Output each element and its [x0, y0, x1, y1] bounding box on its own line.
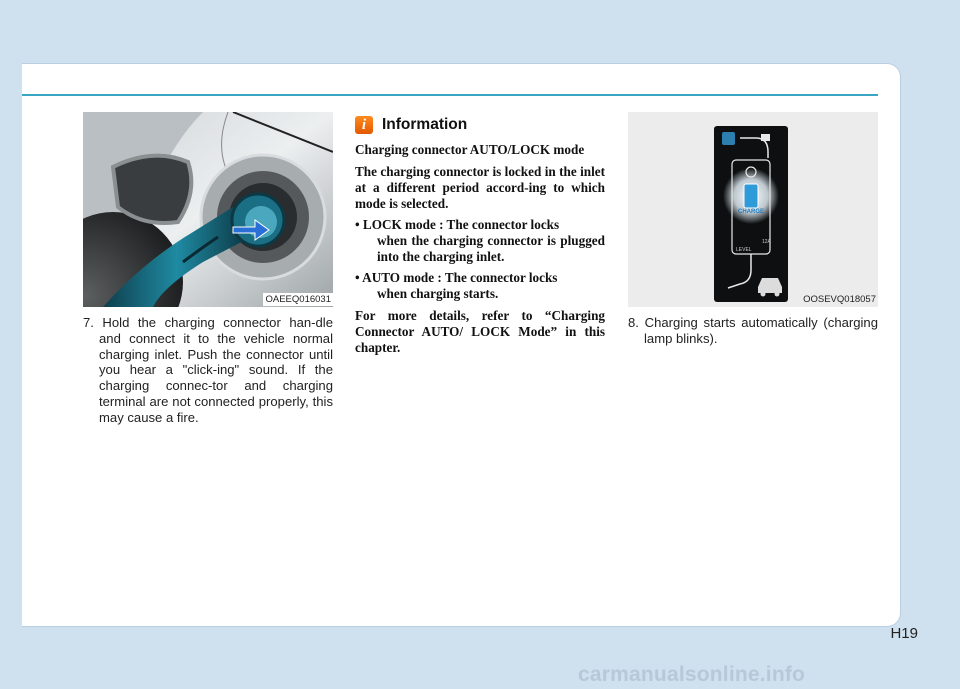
lock-mode-item [355, 217, 605, 265]
information-box [355, 112, 605, 356]
right-column [628, 112, 878, 347]
header-rule [22, 94, 878, 96]
charging-connector-photo [83, 112, 333, 307]
auto-mode-lead: • AUTO mode : The connector locks [355, 270, 558, 285]
charging-inlet-illustration [83, 112, 333, 307]
watermark: carmanualsonline.info [578, 663, 806, 686]
amps-label: 12A [762, 239, 771, 245]
information-body [355, 142, 605, 356]
auto-mode-detail: when charging starts. [377, 286, 499, 301]
lock-mode-lead: • LOCK mode : The connector locks [355, 217, 560, 232]
step-8-text: 8. Charging starts automatically (charging lamp blinks). [628, 315, 878, 346]
details-reference: For more details, refer to “Charging Connector AUTO/ LOCK Mode” in this chapter. [355, 308, 605, 355]
information-title: Information [382, 116, 468, 133]
intro-paragraph: The charging connector is locked in the inlet at a different period accord-ing to which mode is selected. [355, 164, 605, 211]
lock-mode-detail: when the charging connector is plugged into the charging inlet. [377, 233, 605, 264]
page-number: H19 [890, 625, 918, 642]
figure-code: OOSEVQ018057 [800, 293, 878, 306]
left-column [83, 112, 333, 426]
charging-indicator-figure [628, 112, 878, 307]
figure-code: OAEEQ016031 [263, 293, 334, 306]
information-icon: i [355, 116, 373, 134]
charge-label: CHARGE [737, 209, 765, 215]
step-7-text: 7. Hold the charging connector han-dle and connect it to the vehicle normal charging inlet. Push the connector until you hear a "click-ing" sound. If the charging connec-tor and charging terminal are not connected properly, this may cause a fire. [83, 315, 333, 425]
information-header [355, 113, 605, 137]
auto-mode-item [355, 270, 605, 302]
mode-heading: Charging connector AUTO/LOCK mode [355, 142, 585, 157]
level-label: LEVEL [736, 247, 752, 253]
charging-indicator-illustration [628, 112, 878, 307]
